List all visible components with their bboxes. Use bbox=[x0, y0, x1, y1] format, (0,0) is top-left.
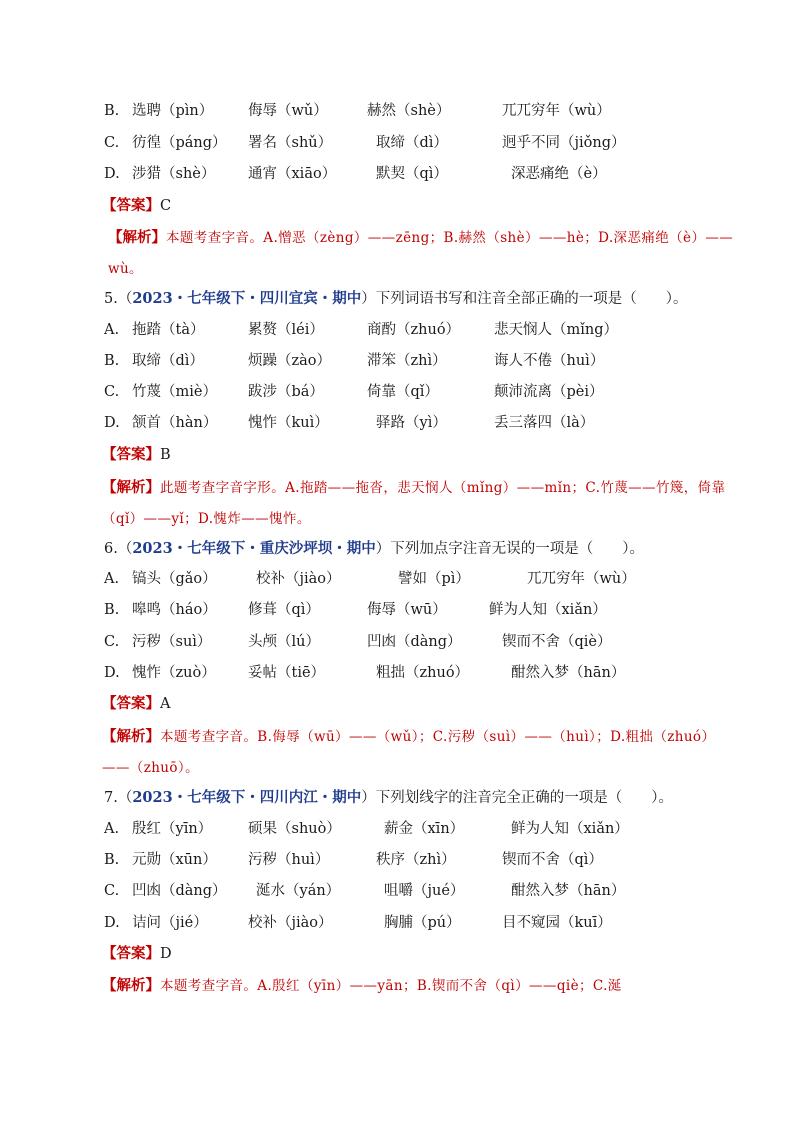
q7-analysis: 【解析】本题考查字音。A.殷红（yīn）——yān；B.锲而不舍（qì）——qiè；C.涎 bbox=[102, 977, 622, 994]
q4-answer: 【答案】C bbox=[102, 197, 172, 214]
q7-answer: 【答案】D bbox=[102, 945, 172, 962]
q4-analysis: 【解析】本题考查字音。A.憎恶（zèng）——zēng；B.赫然（shè）——hè；D.深恶痛绝（è）——wù。 bbox=[108, 229, 734, 277]
q7-stem: 7.（2023・七年级下・四川内江・期中）下列划线字的注音完全正确的一项是（ ）。 bbox=[104, 789, 673, 806]
q5-answer: 【答案】B bbox=[102, 446, 171, 463]
q6-analysis: 【解析】本题考查字音。B.侮辱（wū）——（wǔ）；C.污秽（suì）——（huì）；D.粗拙（zhuó）——（zhuō）。 bbox=[102, 728, 716, 776]
q5-analysis: 【解析】此题考查字音字形。A.拖踏——拖沓，悲天悯人（mǐng）——mǐn；C.竹蔑——竹篾，倚靠（qǐ）——yǐ；D.愧炸——愧怍。 bbox=[102, 479, 726, 527]
q5-stem: 5.（2023・七年级下・四川宜宾・期中）下列词语书写和注音全部正确的一项是（ ）。 bbox=[104, 290, 688, 307]
q6-answer: 【答案】A bbox=[102, 695, 171, 712]
q6-stem: 6.（2023・七年级下・重庆沙坪坝・期中）下列加点字注音无误的一项是（ ）。 bbox=[104, 540, 644, 557]
document-page: B. 选聘（pìn） 侮辱（wǔ） 赫然（shè） 兀兀穷年（wù） C. 彷徨（páng） 署名（shǔ） 取缔（dì） 迥乎不同（jiǒng） D. 涉猎（shè） 通宵（xiāo） 默契（qì） 深恶痛绝（è） 【答案】C 【解析】本题考查字音。A.憎恶（zèng）——zēng；B.赫然（shè）——hè；D.深恶痛绝（è）——wù。 5.（2023・七年级下・四川宜宾・期中）下列词语书写和注音全部正确的一项是（ ）。 A. 拖踏（tà） 累赘（léi） 商酌（zhuó） 悲天悯人（mǐng） B. 取缔（dì） 烦躁（zào） 滞笨（zhì） 诲人不倦（huì） C. 竹蔑（miè） 跋涉（bá） 倚靠（qǐ） 颠沛流离（pèi） D. 颔首（hàn） 愧怍（kuì） 驿路（yì） 丢三落四（là） 【答案】B 【解析】此题考查字音字形。A.拖踏——拖沓，悲天悯人（mǐng）——mǐn；C.竹蔑——竹篾，倚靠（qǐ）——yǐ；D.愧炸——愧怍。 6.（2023・七年级下・重庆沙坪坝・期中）下列加点字注音无误的一项是（ ）。 A. 镐头（gǎo） 校补（jiào） 譬如（pì） 兀兀穷年（wù） B. 嗥鸣（háo） 修葺（qì） 侮辱（wū） 鲜为人知（xiǎn） C. 污秽（suì） 头颅（lú） 凹凼（dàng） 锲而不舍（qiè） D. 愧怍（zuò） 妥帖（tiē） 粗拙（zhuó） 酣然入梦（hān） 【答案】A 【解析】本题考查字音。B.侮辱（wū）——（wǔ）；C.污秽（suì）——（huì）；D.粗拙（zhuó）——（zhuō）。 7.（2023・七年级下・四川内江・期中）下列划线字的注音完全正确的一项是（ ）。 A. 殷红（yīn） 硕果（shuò） 薪金（xīn） 鲜为人知（xiǎn） B. 元勋（xūn） 污秽（huì） 秩序（zhì） 锲而不舍（qì） C. 凹凼（dàng） 涎水（yán） 咀嚼（jué） 酣然入梦（hān） D. 诘问（jié） 校补（jiào） 胸脯（pú） 目不窥园（kuī） 【答案】D 【解析】本题考查字音。A.殷红（yīn）——yān；B.锲而不舍（qì）——qiè；C.涎 bbox=[0, 0, 794, 1123]
